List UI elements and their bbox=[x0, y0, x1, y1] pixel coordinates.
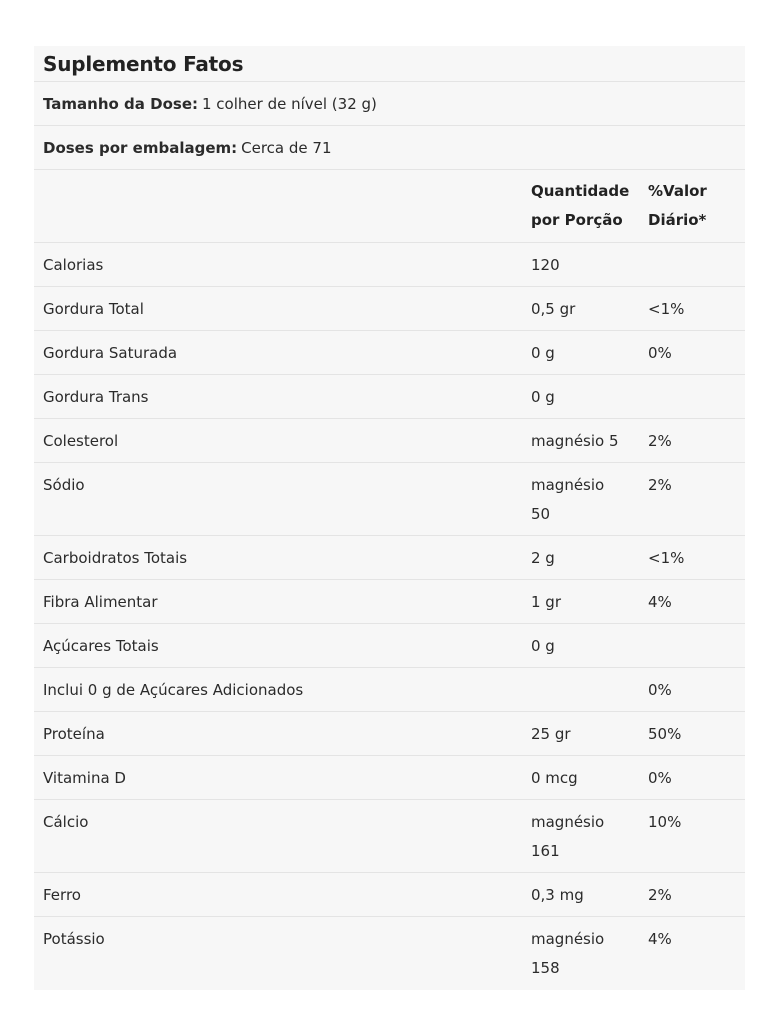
nutrient-quantity-line: 2 g bbox=[531, 549, 555, 567]
nutrient-quantity-line: magnésio bbox=[531, 813, 605, 831]
nutrient-daily-value: 2% bbox=[648, 432, 672, 450]
serving-size-value: 1 colher de nível (32 g) bbox=[202, 94, 377, 113]
nutrient-quantity bbox=[522, 544, 639, 573]
nutrient-name: Vitamina D bbox=[43, 769, 126, 787]
column-header-row bbox=[34, 170, 745, 243]
table-row bbox=[34, 580, 745, 624]
table-row bbox=[34, 756, 745, 800]
nutrient-daily-value: <1% bbox=[648, 549, 685, 567]
nutrient-quantity-line: 120 bbox=[531, 256, 560, 274]
nutrient-name: Açúcares Totais bbox=[43, 637, 159, 655]
nutrient-quantity-line: 161 bbox=[531, 842, 560, 860]
table-row bbox=[34, 375, 745, 419]
nutrient-daily-value: 2% bbox=[648, 476, 672, 494]
nutrient-quantity-line: 158 bbox=[531, 959, 560, 977]
daily-value-header-line: Diário* bbox=[648, 211, 707, 229]
nutrient-daily-value: 10% bbox=[648, 813, 682, 831]
table-row bbox=[34, 800, 745, 873]
nutrient-quantity bbox=[522, 588, 639, 617]
serving-size-label: Tamanho da Dose: bbox=[43, 94, 198, 113]
nutrient-quantity bbox=[522, 427, 639, 456]
nutrient-quantity-line: 0 g bbox=[531, 637, 555, 655]
nutrient-daily-value: 4% bbox=[648, 593, 672, 611]
nutrient-quantity bbox=[522, 339, 639, 368]
nutrient-quantity bbox=[522, 881, 639, 910]
daily-value-header-line: %Valor bbox=[648, 182, 707, 200]
table-row bbox=[34, 624, 745, 668]
table-row bbox=[34, 331, 745, 375]
nutrient-quantity-line: magnésio 5 bbox=[531, 432, 619, 450]
nutrient-daily-value: <1% bbox=[648, 300, 685, 318]
nutrient-quantity bbox=[522, 295, 639, 324]
nutrient-quantity bbox=[522, 764, 639, 793]
nutrient-quantity bbox=[522, 808, 639, 866]
nutrient-name: Ferro bbox=[43, 886, 81, 904]
servings-per-container-value: Cerca de 71 bbox=[241, 138, 332, 157]
servings-per-container-label: Doses por embalagem: bbox=[43, 138, 238, 157]
table-row bbox=[34, 463, 745, 536]
quantity-header-line: Quantidade bbox=[531, 182, 630, 200]
table-row bbox=[34, 917, 745, 990]
table-row bbox=[34, 712, 745, 756]
nutrient-quantity bbox=[522, 251, 639, 280]
nutrient-quantity-line: 25 gr bbox=[531, 725, 571, 743]
nutrient-name: Cálcio bbox=[43, 813, 89, 831]
nutrient-quantity bbox=[522, 720, 639, 749]
servings-per-container-row bbox=[34, 126, 745, 170]
nutrient-name: Potássio bbox=[43, 930, 105, 948]
quantity-column-header bbox=[522, 177, 639, 235]
nutrient-name: Gordura Total bbox=[43, 300, 144, 318]
nutrient-name: Fibra Alimentar bbox=[43, 593, 158, 611]
serving-size-row bbox=[34, 82, 745, 126]
table-title: Suplemento Fatos bbox=[43, 51, 244, 76]
title-row bbox=[34, 46, 745, 82]
nutrient-name: Gordura Trans bbox=[43, 388, 149, 406]
nutrient-name: Colesterol bbox=[43, 432, 119, 450]
nutrient-quantity-line: 0 mcg bbox=[531, 769, 578, 787]
nutrient-daily-value: 0% bbox=[648, 769, 672, 787]
nutrient-quantity bbox=[522, 632, 639, 661]
nutrient-daily-value: 50% bbox=[648, 725, 682, 743]
table-row bbox=[34, 287, 745, 331]
table-row bbox=[34, 873, 745, 917]
nutrient-name: Inclui 0 g de Açúcares Adicionados bbox=[43, 681, 304, 699]
nutrient-name: Proteína bbox=[43, 725, 105, 743]
nutrient-quantity bbox=[522, 471, 639, 529]
nutrient-name: Calorias bbox=[43, 256, 104, 274]
quantity-header-line: por Porção bbox=[531, 211, 623, 229]
nutrient-daily-value: 0% bbox=[648, 681, 672, 699]
supplement-facts-table bbox=[34, 46, 745, 990]
nutrient-quantity bbox=[522, 925, 639, 983]
nutrient-quantity bbox=[522, 383, 639, 412]
table-row bbox=[34, 668, 745, 712]
table-row bbox=[34, 243, 745, 287]
nutrient-rows bbox=[34, 243, 745, 990]
nutrient-quantity-line: 0,5 gr bbox=[531, 300, 576, 318]
nutrient-name: Sódio bbox=[43, 476, 85, 494]
nutrient-quantity-line: 50 bbox=[531, 505, 551, 523]
nutrient-quantity-line: 0 g bbox=[531, 388, 555, 406]
nutrient-name: Carboidratos Totais bbox=[43, 549, 188, 567]
nutrient-quantity-line: magnésio bbox=[531, 476, 605, 494]
nutrient-quantity-line: 0,3 mg bbox=[531, 886, 584, 904]
nutrient-name: Gordura Saturada bbox=[43, 344, 178, 362]
nutrient-daily-value: 2% bbox=[648, 886, 672, 904]
nutrient-quantity-line: 0 g bbox=[531, 344, 555, 362]
nutrient-daily-value: 0% bbox=[648, 344, 672, 362]
nutrient-quantity-line: magnésio bbox=[531, 930, 605, 948]
daily-value-column-header bbox=[639, 177, 745, 235]
nutrient-daily-value: 4% bbox=[648, 930, 672, 948]
table-row bbox=[34, 419, 745, 463]
nutrient-quantity-line: 1 gr bbox=[531, 593, 561, 611]
table-row bbox=[34, 536, 745, 580]
